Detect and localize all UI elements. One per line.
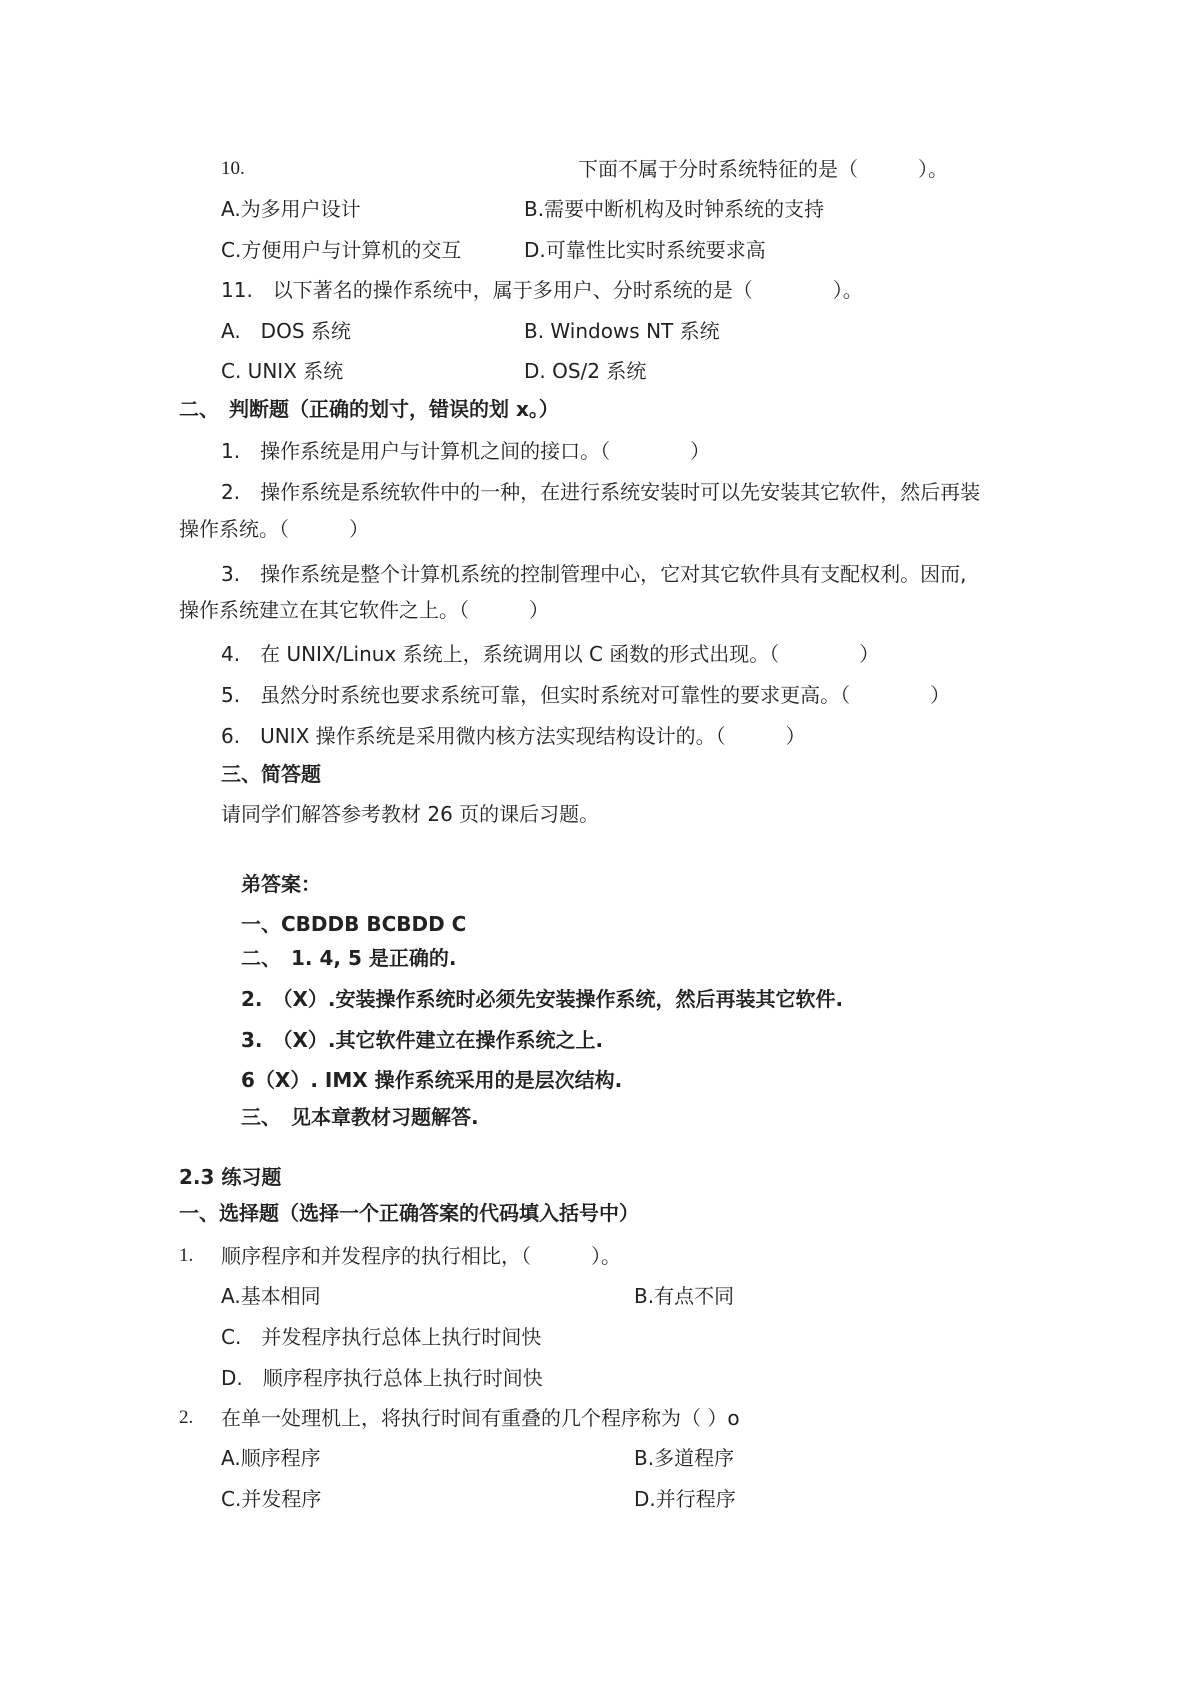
judgement-item-3-line-1: 3. 操作系统是整个计算机系统的控制管理中心，它对其它软件具有支配权利。因而, xyxy=(221,562,967,586)
answer-line-2: 二、 1. 4, 5 是正确的. xyxy=(241,946,457,970)
question-11-option-a: A. DOS 系统 xyxy=(221,319,351,343)
exercise-q2-option-b: B.多道程序 xyxy=(634,1446,735,1470)
question-11-option-d: D. OS/2 系统 xyxy=(524,359,647,383)
exercise-q1-option-c: C. 并发程序执行总体上执行时间快 xyxy=(221,1325,542,1349)
exercise-choice-heading: 一、选择题（选择一个正确答案的代码填入括号中） xyxy=(179,1201,639,1225)
answer-line-5: 6（X）. IMX 操作系统采用的是层次结构. xyxy=(241,1068,623,1092)
question-11-option-c: C. UNIX 系统 xyxy=(221,359,344,383)
answer-line-1: 一、CBDDB BCBDD C xyxy=(241,912,467,936)
exercise-q1-number: 1. xyxy=(179,1245,194,1266)
exercise-q1-option-b: B.有点不同 xyxy=(634,1284,735,1308)
section-3-heading: 三、简答题 xyxy=(221,762,321,786)
judgement-item-1: 1. 操作系统是用户与计算机之间的接口。（ ） xyxy=(221,439,711,463)
judgement-item-5: 5. 虽然分时系统也要求系统可靠，但实时系统对可靠性的要求更高。（ ） xyxy=(221,683,951,707)
answers-title: 弟答案： xyxy=(241,872,321,896)
exercise-q1-text: 顺序程序和并发程序的执行相比，（ ）。 xyxy=(221,1244,621,1268)
judgement-item-2-line-1: 2. 操作系统是系统软件中的一种，在进行系统安装时可以先安装其它软件，然后再装 xyxy=(221,480,981,504)
answer-line-3: 2. （X）.安装操作系统时必须先安装操作系统，然后再装其它软件. xyxy=(241,987,844,1011)
question-10-option-d: D.可靠性比实时系统要求高 xyxy=(524,238,766,262)
question-11-text: 11. 以下著名的操作系统中，属于多用户、分时系统的是（ ）。 xyxy=(221,278,863,302)
exercise-q2-number: 2. xyxy=(179,1407,194,1428)
question-11-option-b: B. Windows NT 系统 xyxy=(524,319,720,343)
exercise-q2-option-d: D.并行程序 xyxy=(634,1487,736,1511)
exercise-q2-option-a: A.顺序程序 xyxy=(221,1446,321,1470)
section-2-heading: 二、 判断题（正确的划寸，错误的划 x。） xyxy=(179,397,559,421)
question-10-text: 下面不属于分时系统特征的是（ ）。 xyxy=(578,157,948,181)
judgement-item-2-line-2: 操作系统。（ ） xyxy=(179,517,369,541)
exercise-q1-option-d: D. 顺序程序执行总体上执行时间快 xyxy=(221,1366,543,1390)
answer-line-6: 三、 见本章教材习题解答. xyxy=(241,1105,479,1129)
answer-line-4: 3. （X）.其它软件建立在操作系统之上. xyxy=(241,1028,604,1052)
section-3-text: 请同学们解答参考教材 26 页的课后习题。 xyxy=(221,802,600,826)
question-10-option-a: A.为多用户设计 xyxy=(221,197,361,221)
question-10-number: 10. xyxy=(221,158,245,179)
question-10-option-b: B.需要中断机构及时钟系统的支持 xyxy=(524,197,825,221)
judgement-item-6: 6. UNIX 操作系统是采用微内核方法实现结构设计的。（ ） xyxy=(221,724,806,748)
exercise-q1-option-a: A.基本相同 xyxy=(221,1284,321,1308)
exercise-q2-text: 在单一处理机上，将执行时间有重叠的几个程序称为（ ）o xyxy=(221,1406,740,1430)
exercise-section-title: 2.3 练习题 xyxy=(179,1165,282,1189)
judgement-item-3-line-2: 操作系统建立在其它软件之上。（ ） xyxy=(179,598,549,622)
question-10-option-c: C.方便用户与计算机的交互 xyxy=(221,238,462,262)
exercise-q2-option-c: C.并发程序 xyxy=(221,1487,322,1511)
judgement-item-4: 4. 在 UNIX/Linux 系统上，系统调用以 C 函数的形式出现。（ ） xyxy=(221,642,880,666)
